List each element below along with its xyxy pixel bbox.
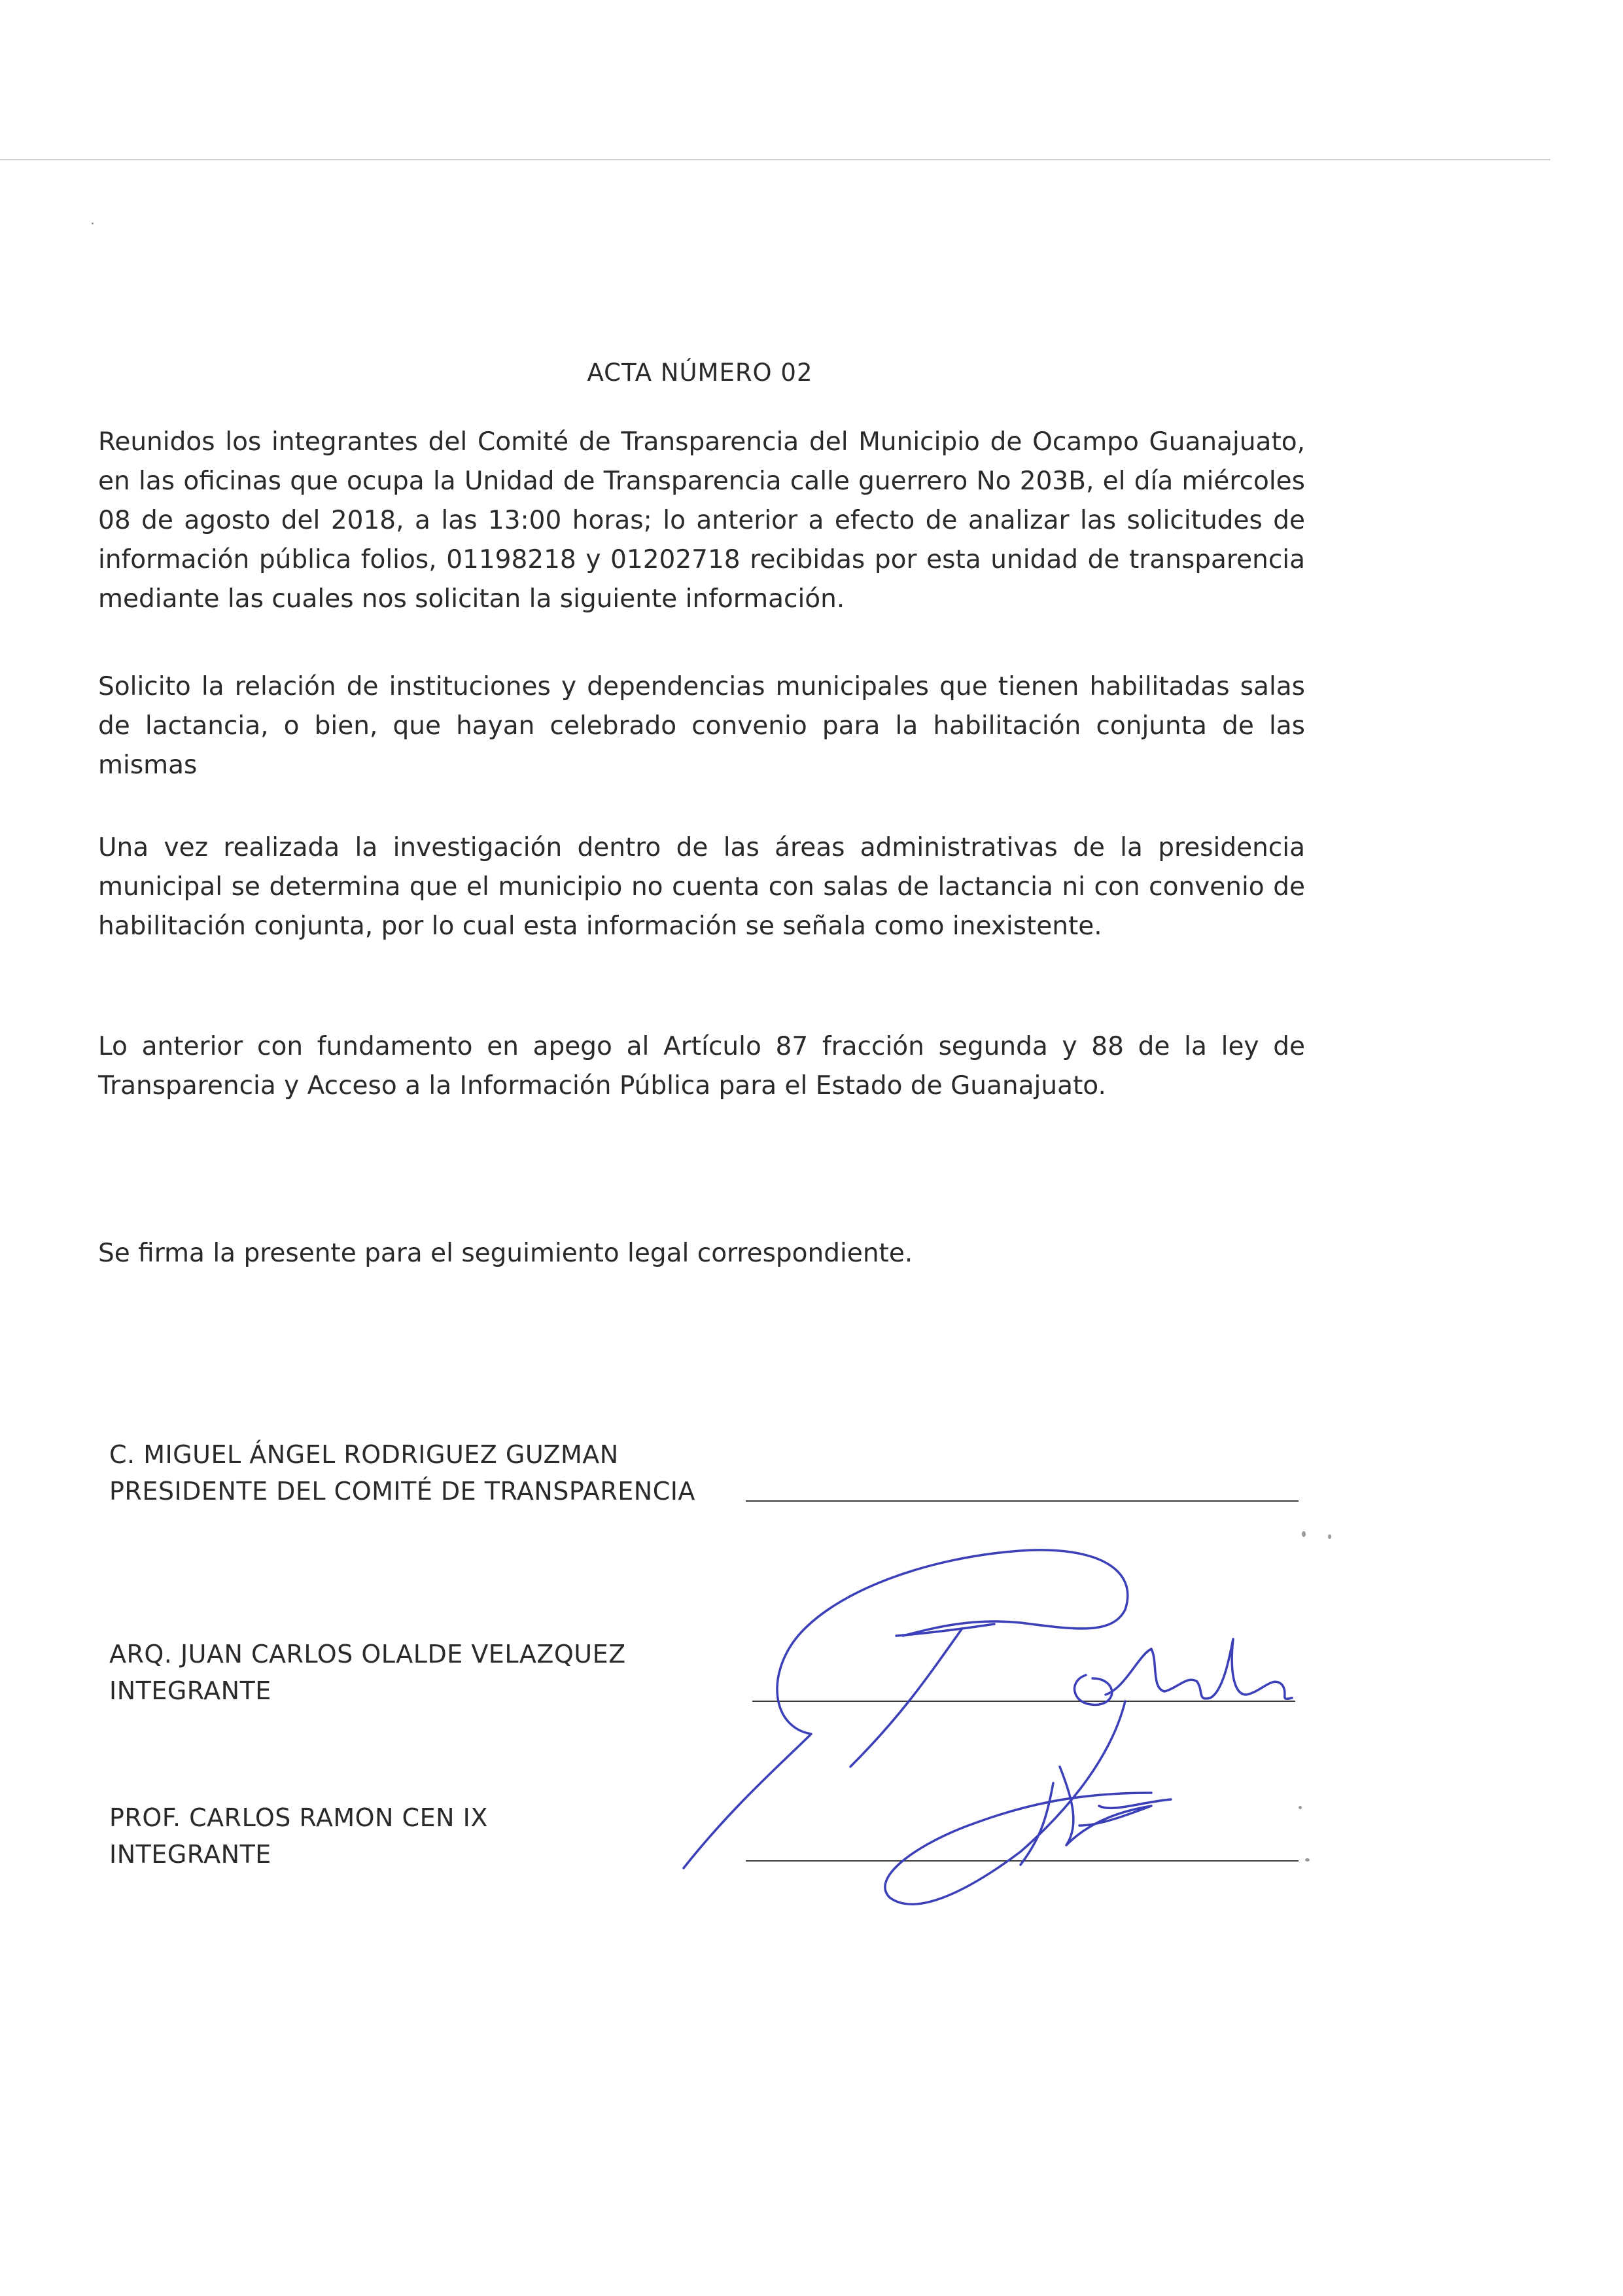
signatory-name: ARQ. JUAN CARLOS OLALDE VELAZQUEZ xyxy=(109,1640,626,1669)
signatory-name: C. MIGUEL ÁNGEL RODRIGUEZ GUZMAN xyxy=(109,1440,619,1469)
signature-olalde-letters xyxy=(1106,1639,1292,1699)
signatory-name: PROF. CARLOS RAMON CEN IX xyxy=(109,1803,488,1832)
signatory-member-olalde xyxy=(109,1636,626,1709)
paragraph-legal-basis: Lo anterior con fundamento en apego al Artículo 87 fracción segunda y 88 de la ley de Transparencia y Acceso a la Información Pública para el Estado de Guanajuato. xyxy=(98,1032,1305,1101)
paragraph-meeting-details: Reunidos los integrantes del Comité de Transparencia del Municipio de Ocampo Guanajuato, en las oficinas que ocupa la Unidad de Transparencia calle guerrero No 203B, el día miércoles 08 de agosto del 2018, a las 13:00 horas; lo anterior a efecto de analizar las solicitudes de información pública folios, 01198218 y 01202718 recibidas por esta unidad de transparencia mediante las cuales nos solicitan la siguiente información. xyxy=(98,427,1305,614)
scan-speck xyxy=(1328,1534,1331,1539)
signature-descender-stroke xyxy=(885,1701,1151,1904)
paragraph-request: Solicito la relación de instituciones y dependencias municipales que tienen habilitadas salas de lactancia, o bien, que hayan celebrado convenio para la habilitación conjunta de las mismas xyxy=(98,672,1305,780)
scan-speck xyxy=(1299,1806,1302,1809)
signatory-president xyxy=(109,1436,695,1510)
signature-loop-stroke xyxy=(684,1550,1128,1868)
scan-speck xyxy=(92,222,94,224)
signature-line xyxy=(746,1500,1299,1502)
scan-speck xyxy=(1302,1531,1306,1537)
paragraph-closing: Se firma la presente para el seguimiento legal correspondiente. xyxy=(98,1239,913,1268)
top-divider xyxy=(0,159,1550,160)
paragraph-findings: Una vez realizada la investigación dentro de las áreas administrativas de la presidencia municipal se determina que el municipio no cuenta con salas de lactancia ni con convenio de habilitación conjunta, por lo cual esta información se señala como inexistente. xyxy=(98,833,1305,941)
signature-line xyxy=(746,1860,1299,1862)
signature-cross-stroke xyxy=(896,1624,994,1636)
signatory-role: PRESIDENTE DEL COMITÉ DE TRANSPARENCIA xyxy=(109,1477,695,1506)
signature-line xyxy=(752,1701,1295,1702)
signatory-role: INTEGRANTE xyxy=(109,1676,271,1705)
signature-diagonal-stroke xyxy=(850,1629,962,1767)
signatory-member-cen xyxy=(109,1799,488,1873)
scan-speck xyxy=(1305,1858,1310,1862)
document-title: ACTA NÚMERO 02 xyxy=(587,359,813,387)
signature-cen-scribble xyxy=(1021,1767,1171,1865)
signatory-role: INTEGRANTE xyxy=(109,1840,271,1869)
